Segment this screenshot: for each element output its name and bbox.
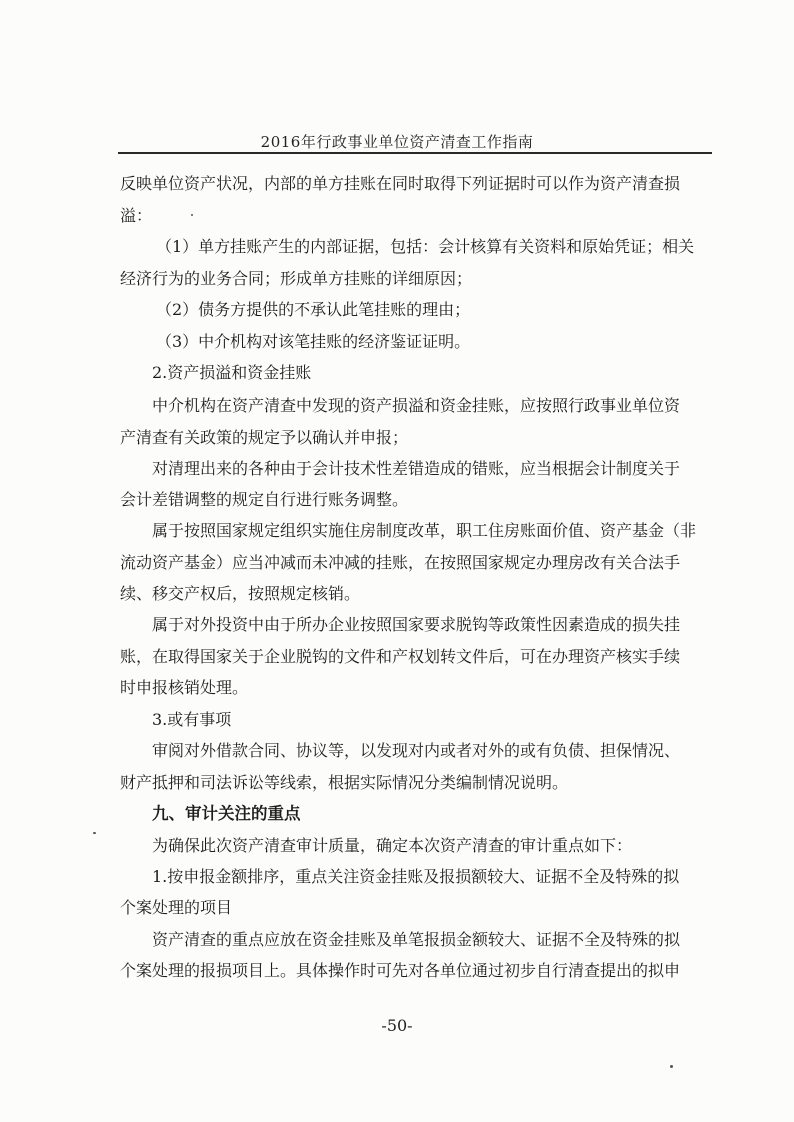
body-line: 会计差错调整的规定自行进行账务调整。 bbox=[120, 490, 409, 509]
body-line: 审阅对外借款合同、协议等，以发现对内或者对外的或有负债、担保情况、 bbox=[152, 741, 681, 760]
section-heading: 3.或有事项 bbox=[152, 710, 232, 729]
body-line: 属于按照国家规定组织实施住房制度改革，职工住房账面价值、资产基金（非 bbox=[152, 521, 697, 540]
page-number: -50- bbox=[381, 1016, 413, 1035]
section-heading: 2.资产损溢和资金挂账 bbox=[152, 363, 312, 382]
body-line: 对清理出来的各种由于会计技术性差错造成的错账，应当根据会计制度关于 bbox=[152, 459, 681, 478]
body-line: 溢： bbox=[120, 206, 153, 225]
body-line: 流动资产基金）应当冲减而未冲减的挂账，在按照国家规定办理房改有关合法手 bbox=[120, 553, 681, 572]
body-line: 账，在取得国家关于企业脱钩的文件和产权划转文件后，可在办理资产核实手续 bbox=[120, 647, 681, 666]
section-heading: 个案处理的项目 bbox=[120, 898, 233, 917]
header-rule bbox=[118, 152, 712, 154]
chapter-heading: 九、审计关注的重点 bbox=[152, 804, 301, 823]
body-line: 中介机构在资产清查中发现的资产损溢和资金挂账，应按照行政事业单位资 bbox=[152, 396, 681, 415]
body-line: （3）中介机构对该笔挂账的经济鉴证证明。 bbox=[156, 332, 471, 351]
running-header-title: 2016年行政事业单位资产清查工作指南 bbox=[260, 133, 534, 151]
body-line: 反映单位资产状况，内部的单方挂账在同时取得下列证据时可以作为资产清查损 bbox=[120, 174, 681, 193]
body-line: 资产清查的重点应放在资金挂账及单笔报损金额较大、证据不全及特殊的拟 bbox=[152, 930, 681, 949]
body-line: 为确保此次资产清查审计质量，确定本次资产清查的审计重点如下： bbox=[152, 836, 633, 855]
body-line: 续、移交产权后，按照规定核销。 bbox=[120, 584, 361, 603]
body-line: 个案处理的报损项目上。具体操作时可先对各单位通过初步自行清查提出的拟申 bbox=[120, 961, 681, 980]
body-line: 财产抵押和司法诉讼等线索，根据实际情况分类编制情况说明。 bbox=[120, 773, 569, 792]
body-line: （2）债务方提供的不承认此笔挂账的理由； bbox=[156, 300, 471, 319]
scan-speck bbox=[93, 832, 96, 834]
body-line: 产清查有关政策的规定予以确认并申报； bbox=[120, 428, 409, 447]
body-line: 经济行为的业务合同；形成单方挂账的详细原因； bbox=[120, 269, 473, 288]
scan-speck bbox=[670, 1065, 673, 1068]
body-line: 属于对外投资中由于所办企业按照国家要求脱钩等政策性因素造成的损失挂 bbox=[152, 615, 681, 634]
body-line: （1）单方挂账产生的内部证据，包括：会计核算有关资料和原始凭证；相关 bbox=[156, 237, 695, 256]
section-heading: 1.按申报金额排序，重点关注资金挂账及报损额较大、证据不全及特殊的拟 bbox=[152, 867, 680, 886]
scan-speck bbox=[191, 214, 193, 216]
body-line: 时申报核销处理。 bbox=[120, 678, 249, 697]
